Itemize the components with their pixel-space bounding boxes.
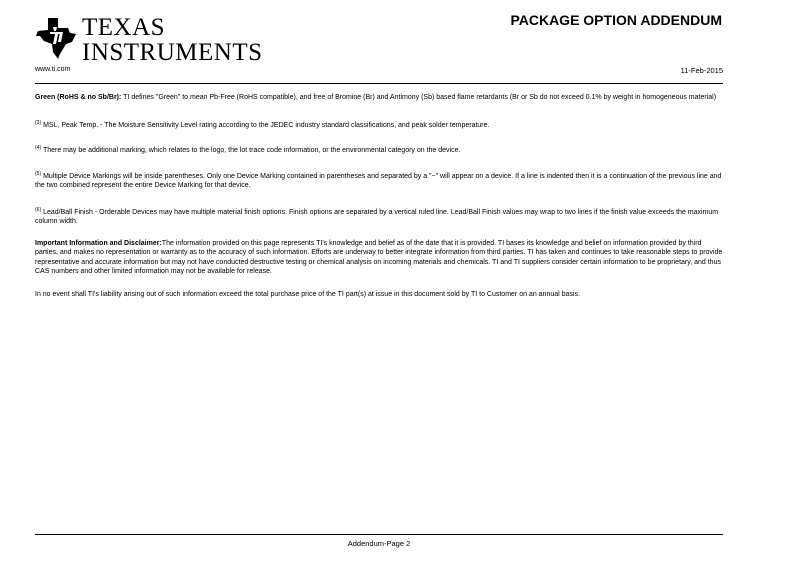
footer-divider bbox=[35, 534, 723, 535]
header-divider bbox=[35, 83, 723, 84]
note-text: Multiple Device Markings will be inside parentheses. Only one Device Marking contained in parentheses and separated by a "~" will appear on a device. If a line is indented then it is a continuation of the previous line and the two combined represent the entire Device Marking for that device. bbox=[35, 172, 722, 189]
note-superscript: (5) bbox=[35, 170, 42, 177]
note-superscript: (6) bbox=[35, 206, 42, 213]
document-date: 11-Feb-2015 bbox=[680, 66, 723, 75]
page-number: Addendum-Page 2 bbox=[347, 539, 411, 548]
note-text: TI defines "Green" to mean Pb-Free (RoHS compatible), and free of Bromine (Br) and Antimony (Sb) based flame retardants (Br or Sb do not exceed 0.1% by weight in homogeneous material) bbox=[121, 94, 717, 101]
note-text: There may be additional marking, which relates to the logo, the lot trace code information, or the environmental category on the device. bbox=[41, 147, 461, 154]
note-msl bbox=[35, 121, 723, 131]
document-title: PACKAGE OPTION ADDENDUM bbox=[510, 12, 722, 28]
website-link[interactable]: www.ti.com bbox=[35, 66, 71, 73]
logo-text-instruments: INSTRUMENTS bbox=[82, 39, 263, 66]
note-text: The information provided on this page represents TI's knowledge and belief as of the date that it is provided. TI bases its knowledge and belief on information provided by third parties, and makes no representation or warranty as to the accuracy of such information. Efforts are underway to better integrate information from third parties. TI has taken and continues to take reasonable steps to provide representative and accurate information but may not have conducted destructive testing or chemical analysis on incoming materials and chemicals. TI and TI suppliers consider certain information to be proprietary, and thus CAS numbers and other limited information may not be available for release. bbox=[35, 239, 723, 275]
note-marking bbox=[35, 146, 723, 156]
note-label: Green (RoHS & no Sb/Br): bbox=[35, 94, 122, 101]
note-label: Important Information and Disclaimer: bbox=[35, 239, 162, 247]
note-lead-finish bbox=[35, 208, 723, 227]
ti-logo bbox=[34, 14, 263, 66]
ti-state-logo-icon bbox=[34, 16, 78, 60]
logo-text-texas: TEXAS bbox=[82, 14, 166, 41]
note-liability bbox=[35, 290, 723, 300]
notes-section bbox=[35, 93, 723, 299]
note-disclaimer bbox=[35, 239, 723, 277]
note-superscript: (4) bbox=[35, 145, 42, 151]
note-superscript: (3) bbox=[35, 119, 42, 126]
note-device-markings bbox=[35, 172, 723, 191]
note-green bbox=[35, 93, 723, 103]
note-text: In no event shall TI's liability arising out of such information exceed the total purchase price of the TI part(s) at issue in this document sold by TI to Customer on an annual basis. bbox=[35, 290, 580, 298]
note-text: Lead/Ball Finish - Orderable Devices may have multiple material finish options. Finish options are separated by a vertical ruled line. Lead/Ball Finish values may wrap to two lines if the finish value exceeds the maximum column width. bbox=[35, 208, 719, 225]
note-text: MSL, Peak Temp. - The Moisture Sensitivity Level rating according to the JEDEC industry standard classifications, and peak solder temperature. bbox=[41, 121, 490, 129]
